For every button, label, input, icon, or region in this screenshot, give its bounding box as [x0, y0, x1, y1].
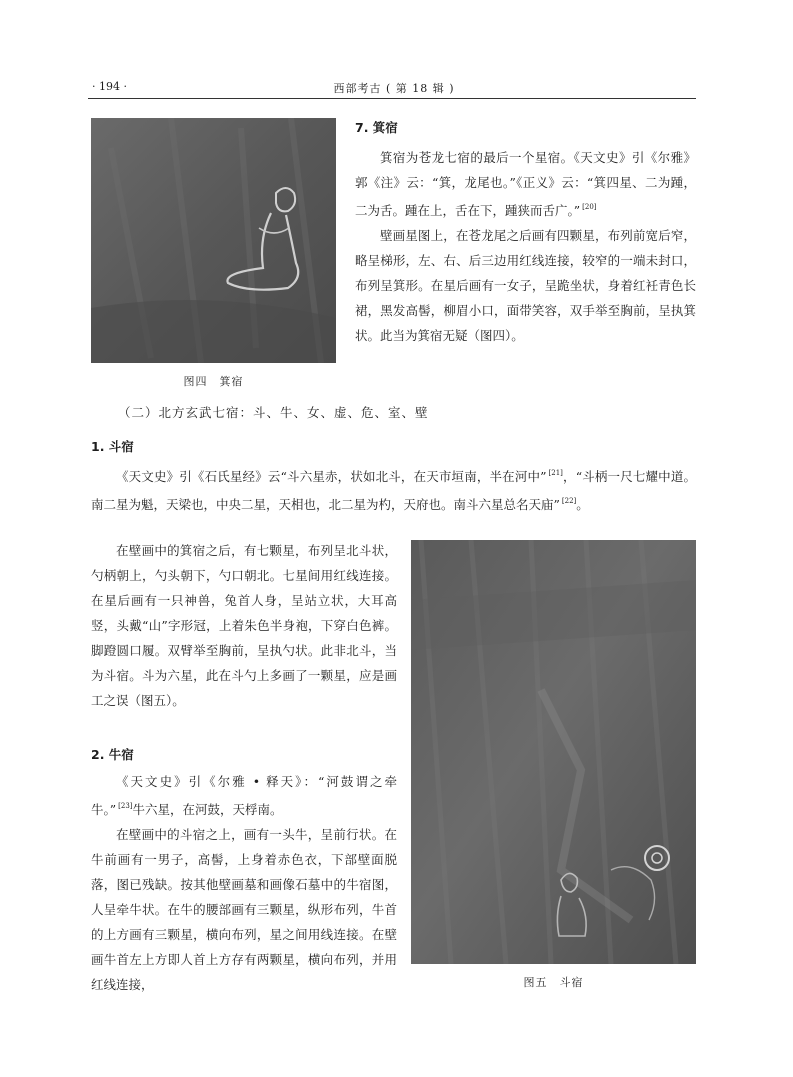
section-1-paragraph-2: 在壁画中的箕宿之后，有七颗星，布列呈北斗状，勺柄朝上，勺头朝下，勺口朝北。七星间用红线连接。在星后画有一只神兽，兔首人身，呈站立状，大耳高竖，头戴“山”字形冠，上着朱色半身袍，下穿白色裤。脚蹬圆口履。双臂举至胸前，呈执勺状。此非北斗，当为斗宿。斗为六星，此在斗勺上多画了一颗星，应是画工之误（图五）。 [91, 543, 397, 708]
section-7-heading: 7. 箕宿 [355, 120, 398, 135]
footnote-ref-20: [20] [582, 203, 597, 211]
section-1-body [91, 538, 397, 713]
page-number: · 194 · [92, 80, 127, 93]
section-2-heading: 2. 牛宿 [91, 747, 134, 762]
figure-5-photo [411, 540, 696, 964]
figure-5-mural-drawing [411, 540, 696, 964]
section-7-body [355, 145, 696, 348]
section-1-heading: 1. 斗宿 [91, 439, 134, 454]
section-2-paragraph-1: 《天文史》引《尔雅 • 释天》：“河鼓谓之牵牛。” [23]牛六星，在河鼓，天桴南。 [91, 774, 397, 817]
figure-5-caption: 图五 斗宿 [523, 976, 584, 989]
footnote-ref-23: [23] [118, 802, 133, 810]
section-1-intro [91, 461, 696, 517]
section-7-paragraph-1: 箕宿为苍龙七宿的最后一个星宿。《天文史》引《尔雅》郭《注》云：“箕，龙尾也。”《正义》云：“箕四星、二为踵，二为舌。踵在上，舌在下，踵狭而舌广。” [20] [355, 150, 696, 218]
section-1-paragraph-1: 《天文史》引《石氏星经》云“斗六星赤，状如北斗，在天市垣南，半在河中” [21]，“斗柄一尺七耀中道。南二星为魁，天梁也，中央二星，天相也，北二星为杓，天府也。南斗六星总名天庙” [22]。 [91, 469, 696, 512]
journal-title: 西部考古 ( 第 18 辑 ) [333, 82, 455, 95]
header-rule [88, 98, 696, 99]
section-2-paragraph-2: 在壁画中的斗宿之上，画有一头牛，呈前行状。在牛前画有一男子，高髻，上身着赤色衣，下部壁面脱落，图已残缺。按其他壁画墓和画像石墓中的牛宿图，人呈牵牛状。在牛的腰部画有三颗星，纵形布列，牛首的上方画有三颗星，横向布列，星之间用线连接。在壁画牛首左上方即人首上方存有两颗星，横向布列，并用红线连接， [91, 827, 397, 992]
figure-4-mural-drawing [91, 118, 336, 363]
footnote-ref-22: [22] [561, 497, 577, 505]
north-section-subtitle: （二）北方玄武七宿：斗、牛、女、虚、危、室、壁 [118, 405, 429, 420]
figure-4-photo [91, 118, 336, 363]
running-header [92, 78, 696, 96]
section-7-paragraph-2: 壁画星图上，在苍龙尾之后画有四颗星，布列前宽后窄，略呈梯形，左、右、后三边用红线连接，较窄的一端未封口，布列呈箕形。在星后画有一女子，呈跪坐状，身着红衽青色长裙，黑发高髻，柳眉小口，面带笑容，双手举至胸前，呈执箕状。此当为箕宿无疑（图四）。 [355, 228, 696, 343]
figure-4-caption: 图四 箕宿 [183, 375, 244, 388]
section-2-body [91, 769, 397, 997]
footnote-ref-21: [21] [548, 469, 563, 477]
